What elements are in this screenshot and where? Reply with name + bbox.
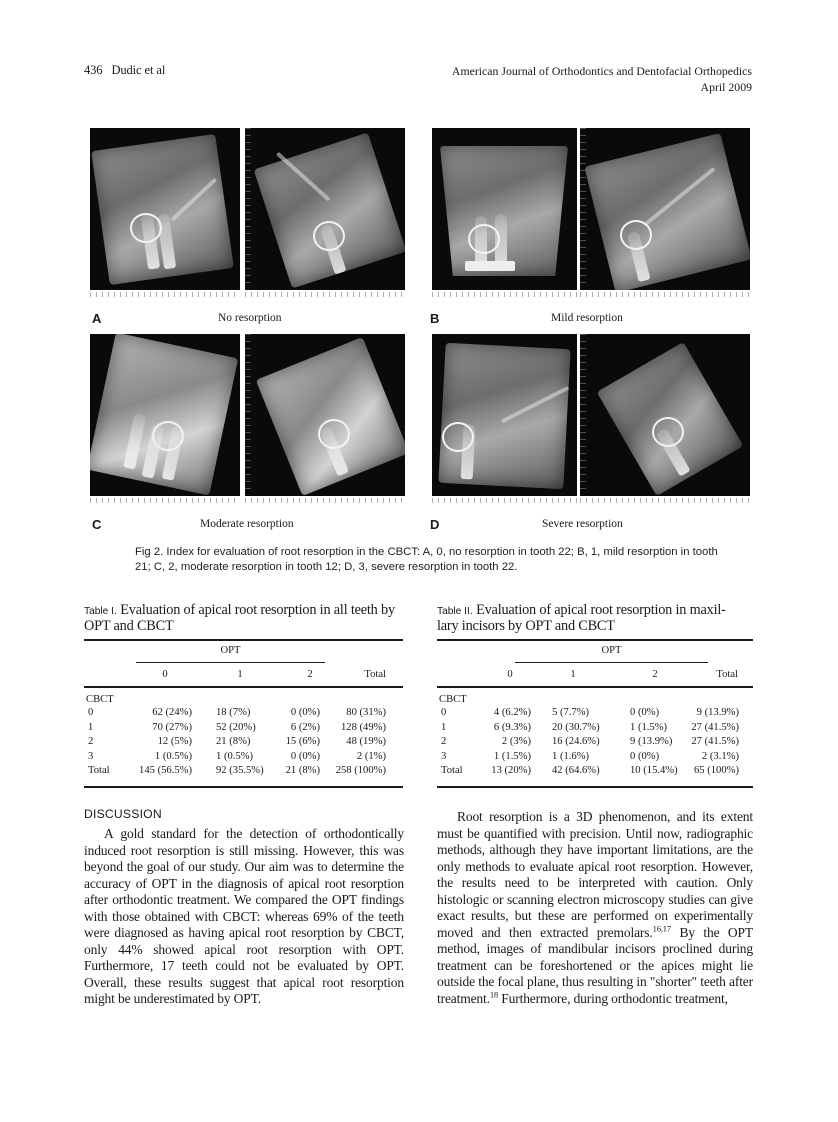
table-cell: 9 (13.9%) (630, 736, 673, 748)
table-2-col-2: 2 (652, 669, 658, 680)
table-1-col-1: 1 (237, 669, 243, 680)
table-row-label: 0 (88, 707, 94, 718)
table-cell: 2 (1%) (356, 750, 386, 762)
table-cell: 6 (9.3%) (493, 721, 531, 733)
panel-label-c: Moderate resorption (200, 518, 294, 530)
table-cell: 0 (0%) (630, 707, 660, 718)
cbct-image-d-left (432, 334, 577, 506)
table-cell: 92 (35.5%) (216, 765, 264, 777)
table-cell: 12 (5%) (157, 736, 192, 748)
table-cell: 2 (3.1%) (701, 750, 739, 762)
author-line: Dudic et al (111, 63, 166, 77)
table-cell: 128 (49%) (340, 721, 386, 733)
table-row-label: 3 (441, 750, 447, 762)
discussion-paragraph-1-text: A gold standard for the detection of orthodontically induced root resorption is still missing. However, this was beyond the goal of our study. Our aim was to determine the accuracy of OPT in the diagnosis of apical root resorption after orthodontic treatment. We compared the OPT findings with those obtained with CBCT: whereas 69% of the teeth were diagnosed as having apical root resorption by CBCT, only 44% showed apical root resorption with OPT. Furthermore, 17 teeth could not be evaluated by OPT. Overall, these results suggest that apical root resorption might be underestimated by OPT. (84, 826, 404, 1006)
cbct-image-d-right (580, 334, 750, 506)
table-cell: 10 (15.4%) (630, 765, 678, 777)
table-cell: 65 (100%) (693, 765, 739, 777)
table-row-label: 2 (88, 736, 94, 748)
table-cell: 1 (0.5%) (216, 750, 254, 762)
table-1-title-text: Evaluation of apical root resorption in all teeth by OPT and CBCT (84, 602, 395, 634)
table-cell: 0 (0%) (290, 707, 320, 718)
panel-letter-a: A (92, 311, 102, 326)
table-row-label: 1 (441, 721, 447, 733)
table-cell: 42 (64.6%) (552, 765, 600, 777)
section-heading-discussion: DISCUSSION (84, 807, 162, 821)
discussion-paragraph-2-text-b: By the OPT method, images of mandibular incisors proclined during treatment can be foreshortened or the apices might lie outside the focal plane, thus resulting in "shorter" teeth after treatment. (437, 924, 753, 1006)
table-row-label: 0 (441, 707, 447, 718)
table-1-col-0: 0 (162, 669, 168, 680)
panel-letter-b: B (430, 311, 440, 326)
figure-caption: Fig 2. Index for evaluation of root resorption in the CBCT: A, 0, no resorption in tooth 22; B, 1, mild resorption in tooth 21; C, 2, moderate resorption in tooth 12; D, 3, severe resorption in tooth 22. (135, 546, 718, 573)
panel-label-a: No resorption (218, 312, 282, 324)
panel-label-b: Mild resorption (551, 312, 623, 324)
table-2-title-line2: lary incisors by OPT and CBCT (437, 618, 615, 634)
discussion-paragraph-2 (437, 809, 753, 1007)
discussion-paragraph-1 (84, 826, 404, 1008)
table-row-label: 3 (88, 750, 94, 762)
table-cell: 80 (31%) (346, 707, 386, 718)
journal-name: American Journal of Orthodontics and Dentofacial Orthopedics (451, 64, 752, 78)
table-cell: 20 (30.7%) (552, 721, 600, 733)
table-1-row-group: CBCT (86, 694, 114, 705)
cbct-image-c-right (245, 334, 405, 506)
table-2-col-1: 1 (570, 669, 576, 680)
table-2-col-0: 0 (507, 669, 513, 680)
table-cell: 6 (2%) (290, 721, 320, 733)
table-cell: 2 (3%) (501, 736, 531, 748)
table-1-group-header: OPT (220, 645, 241, 656)
table-cell: 70 (27%) (152, 721, 192, 733)
table-cell: 5 (7.7%) (552, 707, 590, 718)
table-cell: 9 (13.9%) (696, 707, 739, 718)
panel-letter-c: C (92, 517, 102, 532)
issue-date: April 2009 (700, 80, 752, 94)
table-cell: 1 (1.5%) (493, 750, 531, 762)
table-row-label: 1 (88, 721, 94, 733)
table-cell: 48 (19%) (346, 736, 386, 748)
cbct-image-a-left (90, 128, 240, 300)
cbct-image-b-right (580, 128, 750, 300)
table-cell: 1 (1.6%) (552, 750, 590, 762)
table-row-label: 2 (441, 736, 447, 748)
page-number: 436 (84, 63, 103, 77)
table-cell: 0 (0%) (290, 750, 320, 762)
table-cell: 13 (20%) (491, 765, 531, 777)
running-head-right (452, 63, 752, 95)
table-row-label: Total (441, 765, 463, 777)
table-cell: 27 (41.5%) (691, 736, 739, 748)
table-2-row-group: CBCT (439, 694, 467, 705)
discussion-paragraph-2-text-c: Furthermore, during orthodontic treatment, (498, 990, 728, 1006)
table-cell: 27 (41.5%) (691, 721, 739, 733)
citation-16-17[interactable]: 16,17 (652, 923, 671, 933)
table-cell: 15 (6%) (285, 736, 320, 748)
panel-letter-d: D (430, 517, 440, 532)
cbct-image-b-left (432, 128, 577, 300)
citation-18[interactable]: 18 (489, 989, 499, 999)
table-2-col-total: Total (716, 669, 738, 680)
table-2-group-header: OPT (601, 645, 622, 656)
table-2-title (437, 603, 755, 634)
table-2-title-line1: Evaluation of apical root resorption in maxil- (476, 602, 726, 618)
table-1-col-total: Total (364, 669, 386, 680)
running-head-left (84, 63, 165, 78)
table-1-title (84, 603, 404, 634)
table-1-label: Table I. (84, 606, 117, 617)
table-cell: 258 (100%) (335, 765, 386, 777)
table-cell: 62 (24%) (152, 707, 192, 718)
cbct-image-c-left (90, 334, 240, 506)
discussion-paragraph-2-text-a: Root resorption is a 3D phenomenon, and its extent must be quantified with precision. Until now, radiographic methods, although they have important limitations, are the only methods to evaluate apical root resorption. However, the results need to be interpreted with caution. Only histologic or scanning electron microscopy studies can give exact results, but these are performed on experimentally moved and then extracted premolars. (437, 809, 753, 940)
table-cell: 145 (56.5%) (139, 765, 192, 777)
table-2-label: Table II. (437, 606, 473, 617)
table-cell: 1 (1.5%) (630, 721, 668, 733)
table-cell: 1 (0.5%) (154, 750, 192, 762)
table-cell: 21 (8%) (285, 765, 320, 777)
table-cell: 18 (7%) (216, 707, 251, 718)
table-cell: 0 (0%) (630, 750, 660, 762)
table-1-col-2: 2 (307, 669, 313, 680)
table-cell: 52 (20%) (216, 721, 256, 733)
table-row-label: Total (88, 765, 110, 777)
table-cell: 16 (24.6%) (552, 736, 600, 748)
table-cell: 4 (6.2%) (493, 707, 531, 718)
table-cell: 21 (8%) (216, 736, 251, 748)
cbct-image-a-right (245, 128, 405, 300)
panel-label-d: Severe resorption (542, 518, 623, 530)
